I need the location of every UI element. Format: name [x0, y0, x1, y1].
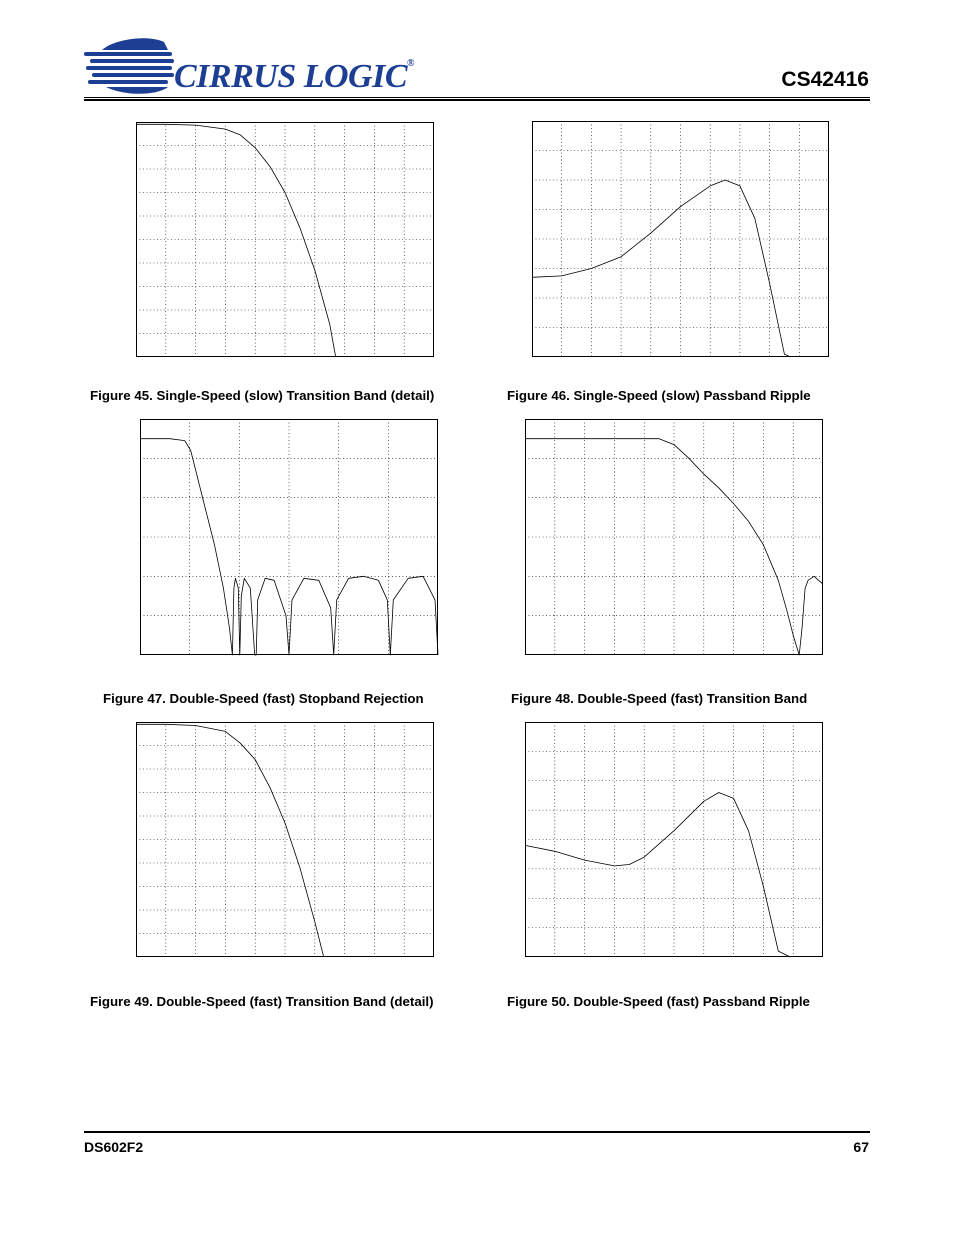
- figure-48-chart: [525, 419, 823, 655]
- document-id: DS602F2: [84, 1139, 144, 1155]
- figure-50-caption: Figure 50. Double-Speed (fast) Passband Ripple: [507, 994, 810, 1009]
- page-header: [0, 0, 954, 110]
- figure-50-chart: [525, 722, 823, 957]
- figure-45-chart: [136, 122, 434, 357]
- plot-area: [532, 121, 829, 357]
- plot-area: [140, 419, 438, 655]
- figure-46-caption: Figure 46. Single-Speed (slow) Passband Ripple: [507, 388, 811, 403]
- figure-45-caption: Figure 45. Single-Speed (slow) Transition Band (detail): [90, 388, 435, 403]
- document-title: CS42416: [781, 68, 869, 91]
- plot-area: [525, 419, 823, 655]
- page-number: 67: [853, 1139, 869, 1155]
- figure-49-chart: [136, 722, 434, 957]
- figure-46-chart: [532, 121, 829, 357]
- figure-48-caption: Figure 48. Double-Speed (fast) Transition Band: [511, 691, 808, 706]
- plot-area: [136, 722, 434, 957]
- series-line: [136, 724, 324, 957]
- header-rule: [84, 97, 870, 101]
- footer-rule: [84, 1131, 870, 1133]
- figure-47-caption: Figure 47. Double-Speed (fast) Stopband Rejection: [103, 691, 424, 706]
- figure-47-chart: [140, 419, 438, 655]
- logo-wordmark: CIRRUS LOGIC®: [174, 58, 414, 95]
- series-line: [525, 793, 790, 958]
- plot-area: [136, 122, 434, 357]
- figure-49-caption: Figure 49. Double-Speed (fast) Transition Band (detail): [90, 994, 434, 1009]
- plot-area: [525, 722, 823, 957]
